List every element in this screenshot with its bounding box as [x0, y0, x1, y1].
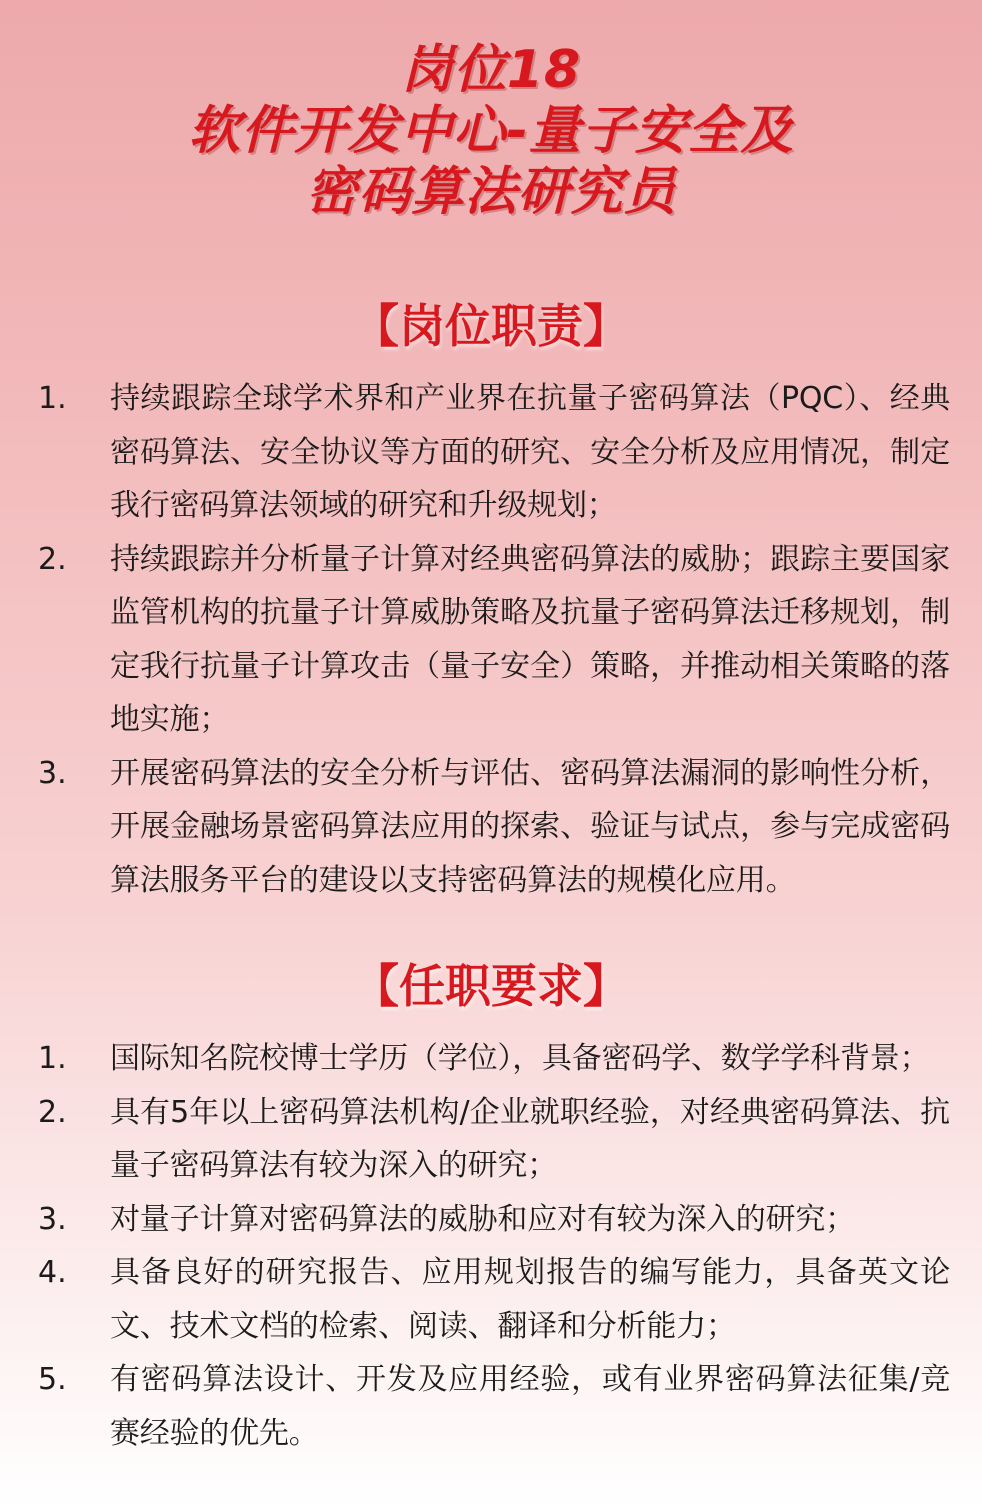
duties-heading: 【岗位职责】: [353, 299, 629, 353]
title-line-1: 岗位18: [400, 40, 582, 100]
duty-item: [0, 747, 982, 908]
duty-item: [0, 372, 982, 533]
requirements-heading: 【任职要求】: [353, 959, 629, 1013]
title-line-2: 软件开发中心-量子安全及: [188, 101, 794, 161]
item-text: 有密码算法设计、开发及应用经验，或有业界密码算法征集/竞赛经验的优先。: [110, 1362, 950, 1451]
item-number: 4.: [38, 1255, 67, 1290]
title-line-3: 密码算法研究员: [305, 162, 677, 222]
requirement-item: [0, 1193, 982, 1247]
item-text: 具有5年以上密码算法机构/企业就职经验，对经典密码算法、抗量子密码算法有较为深入的研究；: [110, 1094, 950, 1183]
item-text: 开展密码算法的安全分析与评估、密码算法漏洞的影响性分析，开展金融场景密码算法应用的探索、验证与试点，参与完成密码算法服务平台的建设以支持密码算法的规模化应用。: [110, 755, 950, 898]
duty-item: [0, 533, 982, 747]
item-number: 3.: [38, 1201, 67, 1237]
item-number: 1.: [38, 381, 67, 416]
requirement-item: [0, 1032, 982, 1086]
item-number: 3.: [38, 755, 67, 791]
item-number: 2.: [38, 1094, 67, 1130]
item-text: 持续跟踪全球学术界和产业界在抗量子密码算法（PQC）、经典密码算法、安全协议等方面的研究、安全分析及应用情况，制定我行密码算法领域的研究和升级规划；: [110, 381, 950, 523]
requirements-list: [0, 1032, 982, 1460]
requirement-item: [0, 1353, 982, 1460]
item-number: 5.: [38, 1362, 67, 1397]
job-title: [0, 40, 982, 223]
requirement-item: [0, 1246, 982, 1353]
item-text: 对量子计算对密码算法的威胁和应对有较为深入的研究；: [110, 1201, 855, 1237]
requirement-item: [0, 1086, 982, 1193]
item-text: 持续跟踪并分析量子计算对经典密码算法的威胁；跟踪主要国家监管机构的抗量子计算威胁策略及抗量子密码算法迁移规划，制定我行抗量子计算攻击（量子安全）策略，并推动相关策略的落地实施；: [110, 541, 950, 737]
item-text: 国际知名院校博士学历（学位），具备密码学、数学学科背景；: [110, 1041, 930, 1076]
item-number: 2.: [38, 541, 67, 577]
duties-list: [0, 372, 982, 907]
item-number: 1.: [38, 1041, 67, 1076]
item-text: 具备良好的研究报告、应用规划报告的编写能力，具备英文论文、技术文档的检索、阅读、翻译和分析能力；: [110, 1255, 950, 1344]
